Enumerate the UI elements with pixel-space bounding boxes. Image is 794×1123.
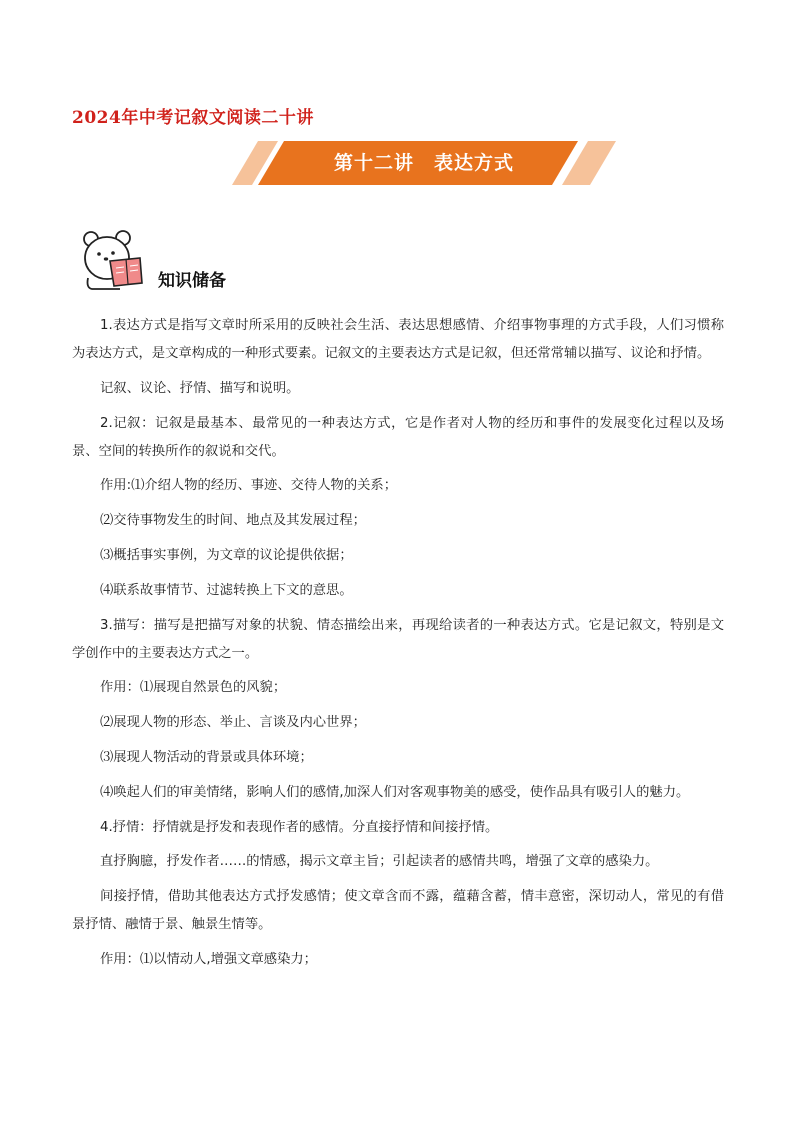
paragraph: ⑶概括事实事例，为文章的议论提供依据；	[100, 547, 353, 563]
paragraph: ⑷唤起人们的审美情绪，影响人们的感情,加深人们对客观事物美的感受，使作品具有吸引人的魅力。	[100, 784, 690, 800]
paragraph: 作用：⑴展现自然景色的风貌；	[100, 680, 287, 696]
paragraph: 3.描写：描写是把描写对象的状貌、情态描绘出来，再现给读者的一种表达方式。它是记叙文，特别是文学创作中的主要表达方式之一。	[72, 617, 724, 661]
paragraph: ⑵展现人物的形态、举止、言谈及内心世界；	[100, 715, 366, 731]
section-heading: 知识储备	[158, 271, 226, 291]
paragraph: 间接抒情，借助其他表达方式抒发感情；使文章含而不露，蕴藉含蓄，情丰意密，深切动人，常见的有借景抒情、融情于景、触景生情等。	[72, 889, 724, 933]
lecture-title: 第十二讲 表达方式	[333, 152, 514, 174]
paragraph: 记叙、议论、抒情、描写和说明。	[100, 380, 300, 396]
series-title: 2024年中考记叙文阅读二十讲	[72, 108, 314, 128]
paragraph: ⑷联系故事情节、过滤转换上下文的意思。	[100, 582, 353, 598]
paragraph: ⑶展现人物活动的背景或具体环境；	[100, 749, 313, 765]
bear-reading-icon	[80, 228, 148, 292]
paragraph: ⑵交待事物发生的时间、地点及其发展过程；	[100, 513, 366, 529]
paragraph: 2.记叙：记叙是最基本、最常见的一种表达方式，它是作者对人物的经历和事件的发展变化过程以及场景、空间的转换所作的叙说和交代。	[72, 415, 724, 459]
paragraph: 4.抒情：抒情就是抒发和表现作者的感情。分直接抒情和间接抒情。	[100, 819, 499, 835]
lecture-banner	[232, 141, 616, 185]
body-text	[72, 312, 724, 981]
paragraph: 直抒胸臆，抒发作者……的情感，揭示文章主旨；引起读者的感情共鸣，增强了文章的感染力。	[100, 854, 659, 870]
paragraph: 作用:⑴介绍人物的经历、事迹、交待人物的关系；	[100, 478, 398, 494]
paragraph: 作用：⑴以情动人,增强文章感染力；	[100, 951, 317, 967]
paragraph: 1.表达方式是指写文章时所采用的反映社会生活、表达思想感情、介绍事物事理的方式手段，人们习惯称为表达方式，是文章构成的一种形式要素。记叙文的主要表达方式是记叙，但还常常辅以描写、议论和抒情。	[72, 318, 724, 361]
